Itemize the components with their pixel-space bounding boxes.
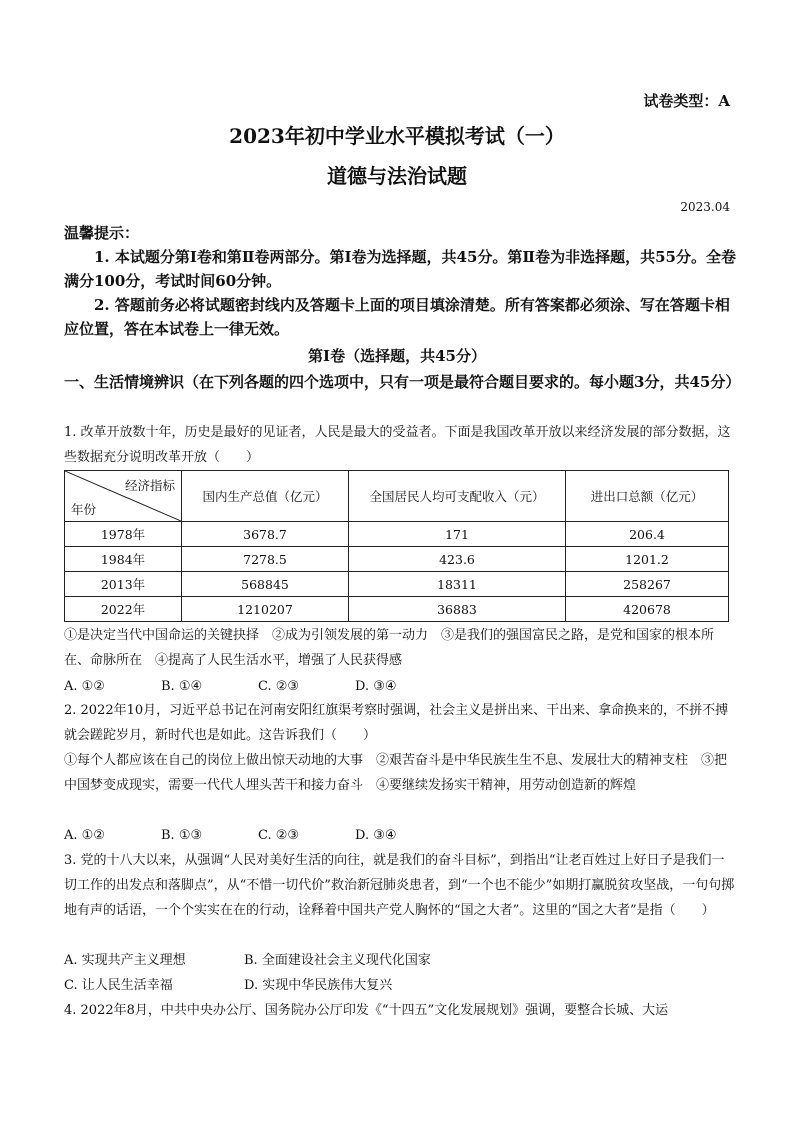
question-3-stem: 3. 党的十八大以来，从强调“人民对美好生活的向往，就是我们的奋斗目标”，到指出“让老百姓过上好日子是我们一切工作的出发点和落脚点”，从“不惜一切代价”救治新冠肺炎患者，到“一个也不能少”如期打赢脱贫攻坚战，一句句掷地有声的话语，一个个实实在在的行动，诠释着中国共产党人胸怀的“国之大者”。这里的“国之大者”是指（ ） — [64, 853, 735, 918]
table-row — [65, 572, 729, 597]
exam-date: 2023.04 — [680, 200, 730, 214]
option-d[interactable]: D. ③④ — [355, 828, 397, 843]
exam-title: 2023年初中学业水平模拟考试（一） — [229, 124, 565, 148]
question-1-statements: ①是决定当代中国命运的关键抉择 ②成为引领发展的第一动力 ③是我们的强国富民之路，是党和国家的根本所在、命脉所在 ④提高了人民生活水平，增强了人民获得感 — [64, 628, 715, 668]
tips-item-1: 1. 本试题分第Ⅰ卷和第Ⅱ卷两部分。第Ⅰ卷为选择题，共45分。第Ⅱ卷为非选择题，共55分。全卷满分100分，考试时间60分钟。 — [64, 248, 736, 290]
table-cell: 1201.2 — [566, 547, 729, 572]
table-cell: 206.4 — [566, 522, 729, 547]
question-1-options — [64, 674, 736, 699]
question-2-stem: 2. 2022年10月，习近平总书记在河南安阳红旗渠考察时强调，社会主义是拼出来、干出来、拿命换来的，不拼不搏就会蹉跎岁月，新时代也是如此。这告诉我们（ ） — [64, 703, 729, 743]
table-cell: 2013年 — [65, 572, 182, 597]
exam-type: 试卷类型：A — [643, 92, 730, 110]
question-3-options-row-1 — [64, 948, 736, 973]
table-cell: 1978年 — [65, 522, 182, 547]
question-1-stem: 1. 改革开放数十年，历史是最好的见证者，人民是最大的受益者。下面是我国改革开放以来经济发展的部分数据，这些数据充分说明改革开放（ ） — [64, 425, 731, 465]
option-b[interactable]: B. ①③ — [161, 828, 203, 843]
table-diagonal-header — [65, 471, 182, 522]
option-b[interactable]: B. ①④ — [161, 679, 203, 694]
question-3-options-row-2 — [64, 973, 736, 998]
tips-block — [64, 221, 736, 341]
question-4-stem: 4. 2022年8月，中共中央办公厅、国务院办公厅印发《“十四五”文化发展规划》强调，要整合长城、大运 — [64, 1003, 669, 1018]
option-b[interactable]: B. 全面建设社会主义现代化国家 — [244, 953, 431, 968]
table-header-cell: 进出口总额（亿元） — [566, 471, 729, 522]
table-cell: 258267 — [566, 572, 729, 597]
option-a[interactable]: A. ①② — [64, 679, 105, 694]
table-cell: 3678.7 — [182, 522, 349, 547]
table-cell: 171 — [349, 522, 566, 547]
tips-heading: 温馨提示： — [64, 224, 140, 242]
option-d[interactable]: D. 实现中华民族伟大复兴 — [244, 978, 393, 993]
option-a[interactable]: A. ①② — [64, 828, 105, 843]
table-header-row — [65, 471, 729, 522]
option-c[interactable]: C. ②③ — [258, 679, 300, 694]
option-a[interactable]: A. 实现共产主义理想 — [64, 953, 186, 968]
section-title: 一、生活情境辨识（在下列各题的四个选项中，只有一项是最符合题目要求的。每小题3分，共45分） — [64, 373, 741, 391]
diag-header-year: 年份 — [71, 502, 97, 517]
option-c[interactable]: C. 让人民生活幸福 — [64, 978, 173, 993]
table-header-cell: 全国居民人均可支配收入（元） — [349, 471, 566, 522]
table-cell: 423.6 — [349, 547, 566, 572]
table-cell: 2022年 — [65, 597, 182, 622]
volume-title: 第Ⅰ卷（选择题，共45分） — [308, 347, 486, 365]
table-row — [65, 597, 729, 622]
table-cell: 36883 — [349, 597, 566, 622]
tips-item-2: 2. 答题前务必将试题密封线内及答题卡上面的项目填涂清楚。所有答案都必须涂、写在答题卡相应位置，答在本试卷上一律无效。 — [64, 296, 730, 338]
table-cell: 420678 — [566, 597, 729, 622]
table-cell: 568845 — [182, 572, 349, 597]
question-2-options — [64, 823, 736, 848]
diag-header-indicator: 经济指标 — [124, 478, 175, 493]
table-row — [65, 547, 729, 572]
exam-subtitle: 道德与法治试题 — [327, 164, 467, 188]
table-row — [65, 522, 729, 547]
question-2-statements: ①每个人都应该在自己的岗位上做出惊天动地的大事 ②艰苦奋斗是中华民族生生不息、发展壮大的精神支柱 ③把中国梦变成现实，需要一代代人埋头苦干和接力奋斗 ④要继续发扬实干精神，用劳动创造新的辉煌 — [64, 753, 728, 793]
table-header-cell: 国内生产总值（亿元） — [182, 471, 349, 522]
table-cell: 1984年 — [65, 547, 182, 572]
table-cell: 7278.5 — [182, 547, 349, 572]
table-cell: 18311 — [349, 572, 566, 597]
option-c[interactable]: C. ②③ — [258, 828, 300, 843]
question-1-table — [64, 470, 729, 622]
option-d[interactable]: D. ③④ — [355, 679, 397, 694]
table-cell: 1210207 — [182, 597, 349, 622]
